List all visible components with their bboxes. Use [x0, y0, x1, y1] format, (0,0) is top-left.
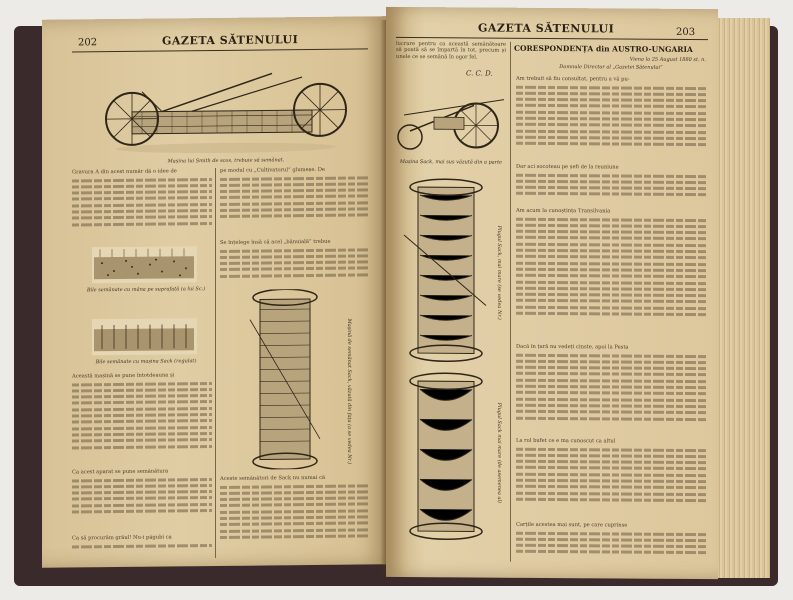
figure-caption-2: Bile semănate cu mașina Sack (regulat) [95, 358, 197, 366]
paragraph-lead: Această mașină se pune întotdeauna și [72, 372, 175, 380]
left-col-paragraph-4 [72, 468, 212, 529]
paragraph-lead: Am acum la cunoștința Transilvania [516, 207, 611, 215]
signature: C. C. D. [466, 69, 493, 78]
left-col-paragraph-1 [72, 168, 212, 241]
left-col-paragraph-5 [72, 534, 212, 555]
column-divider [215, 168, 216, 558]
dateline: Viena la 25 August 1880 st. n. [629, 56, 706, 64]
paragraph-lead: Gravura A din acest număr dă o idee de [72, 168, 177, 176]
right-page-number: 203 [676, 26, 696, 38]
intro-text: lucrare pentru ca această semănătoare să poată să se împartă în tot, precum și unele ce se semănă în ogor fel. [396, 40, 506, 61]
correspondence-paragraph-2 [516, 164, 706, 205]
figure-caption-3: Mașină de semănat Sack, văzută din fața (a se vedea Nr.) [346, 318, 352, 465]
section-title: CORESPONDENȚA din AUSTRO-UNGARIA [514, 43, 693, 54]
plough-engraving-c [400, 371, 490, 542]
seed-scatter-figure-2 [92, 318, 197, 355]
paragraph-lead: Am trebuit să fiu consultat, pentru a vă pu- [516, 75, 630, 83]
figure-caption-a: Mașina Sack, mai sus văzută din a parte [399, 158, 503, 166]
paragraph-lead: pe modul cu „Cultivatorul“ glumeșe. De [220, 166, 325, 174]
right-col-paragraph-6 [220, 238, 368, 288]
paragraph-lead: Carțile acestea mai sunt, pe care cuprinse [516, 521, 628, 529]
figure-caption-1: Bile semănate cu mâna pe suprafață (a lui Sc.) [86, 286, 206, 294]
paragraph-lead: Ca să procurăm grâul! Nu-i păgubi ca [72, 534, 172, 542]
right-page-header: GAZETA SĂTENULUI [478, 21, 615, 36]
page-edges [712, 18, 770, 578]
paragraph-lead: Aceste semănători de Sack nu numai că [220, 474, 326, 482]
paragraph-lead: Dar aci socoteau pe șefi de la reuniune [516, 163, 619, 171]
paragraph-lead: Dacă în țară nu vedeți cinste, apoi la Pesta [516, 343, 629, 351]
correspondence-paragraph-4 [516, 344, 706, 435]
paragraph-lead: Se înțelege însă că acel „bănuială“ trebue [220, 238, 331, 246]
plough-engraving-b [400, 175, 490, 366]
correspondence-paragraph-5 [516, 438, 706, 519]
figure-caption-c: Plugul Sack mai mare (de asemenea al) [496, 402, 502, 503]
paragraph-lead: Ca acest aparat se pune semănătura [72, 468, 169, 476]
left-page [42, 16, 388, 568]
paragraph-lead: La rol bufet ce e ma cunoscut ca altul [516, 437, 616, 445]
right-page [386, 7, 718, 579]
header-rule [396, 37, 708, 40]
right-col-paragraph-2 [220, 166, 368, 234]
seed-drill-engraving [102, 55, 350, 158]
column-divider [510, 42, 511, 562]
left-page-header: GAZETA SĂTENULUI [162, 33, 299, 48]
header-rule [72, 48, 368, 52]
seed-scatter-figure-1 [92, 246, 197, 283]
right-col-paragraph-7 [220, 474, 368, 554]
plough-engraving-a [394, 85, 506, 158]
figure-caption-top: Mașina lui Smith de scos, trebuie să semănat. [167, 157, 285, 165]
correspondence-paragraph-6 [516, 522, 706, 563]
figure-caption-b: Plugul Sack, mai mare (se vedea Nr.) [496, 225, 502, 320]
left-col-paragraph-3 [72, 372, 212, 463]
left-page-number: 202 [78, 37, 98, 49]
correspondence-paragraph-1 [516, 76, 706, 161]
salutation: Domnule Director al „Gazetei Sătenului“ [559, 64, 663, 71]
correspondence-paragraph-3 [516, 208, 706, 339]
seed-drill-front-engraving [240, 289, 332, 470]
